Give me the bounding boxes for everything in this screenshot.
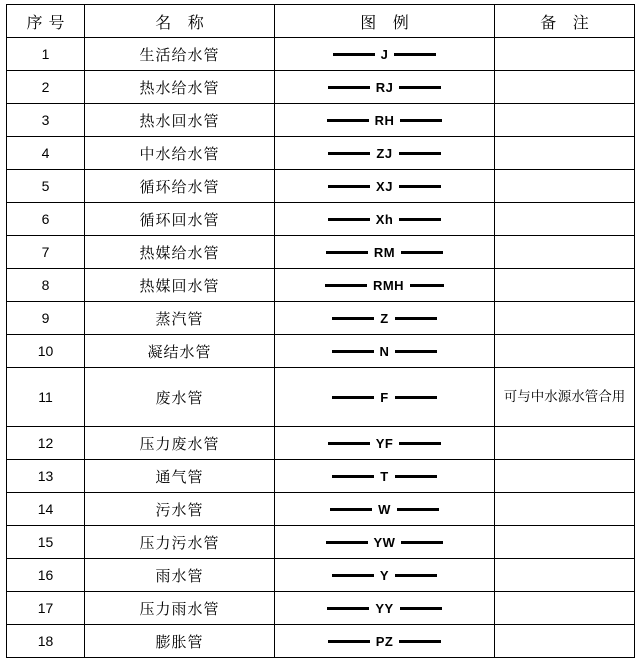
pipe-line-left-icon: [328, 640, 370, 643]
cell-symbol: [275, 236, 495, 269]
pipe-symbol-graphic: [275, 104, 494, 136]
legend-sheet: [0, 4, 640, 666]
pipe-symbol-label: J: [380, 46, 389, 62]
pipe-line-left-icon: [332, 350, 374, 353]
cell-pipe-name: 中水给水管: [85, 137, 275, 170]
cell-index: 11: [7, 368, 85, 427]
pipe-symbol-graphic: [275, 137, 494, 169]
cell-pipe-name: 污水管: [85, 493, 275, 526]
table-row: [7, 170, 635, 203]
pipe-line-right-icon: [397, 508, 439, 511]
cell-index: 16: [7, 559, 85, 592]
pipe-line-right-icon: [395, 396, 437, 399]
cell-symbol: [275, 335, 495, 368]
table-row: [7, 368, 635, 427]
cell-note: [495, 170, 635, 203]
pipe-symbol-label: RJ: [375, 79, 394, 95]
cell-note: [495, 625, 635, 658]
header-cell-name: 名 称: [85, 5, 275, 38]
table-row: [7, 38, 635, 71]
pipe-symbol-label: PZ: [375, 633, 394, 649]
table-row: [7, 104, 635, 137]
cell-index: 3: [7, 104, 85, 137]
cell-index: 9: [7, 302, 85, 335]
pipe-line-right-icon: [395, 317, 437, 320]
table-row: [7, 559, 635, 592]
pipe-line-left-icon: [326, 541, 368, 544]
pipe-line-left-icon: [328, 86, 370, 89]
pipe-line-right-icon: [399, 218, 441, 221]
cell-index: 5: [7, 170, 85, 203]
cell-symbol: [275, 302, 495, 335]
pipe-line-right-icon: [401, 251, 443, 254]
cell-note: [495, 592, 635, 625]
cell-pipe-name: 压力废水管: [85, 427, 275, 460]
cell-note: [495, 104, 635, 137]
pipe-line-right-icon: [395, 475, 437, 478]
pipe-line-left-icon: [328, 218, 370, 221]
cell-note: [495, 137, 635, 170]
cell-pipe-name: 生活给水管: [85, 38, 275, 71]
pipe-line-left-icon: [328, 442, 370, 445]
table-row: [7, 335, 635, 368]
cell-note: [495, 526, 635, 559]
cell-index: 6: [7, 203, 85, 236]
pipe-line-right-icon: [399, 442, 441, 445]
pipe-symbol-label: Z: [380, 310, 389, 326]
pipe-line-right-icon: [395, 350, 437, 353]
pipe-symbol-graphic: [275, 493, 494, 525]
header-cell-no: 序号: [7, 5, 85, 38]
cell-index: 7: [7, 236, 85, 269]
pipe-symbol-graphic: [275, 526, 494, 558]
pipe-symbol-label: T: [380, 468, 389, 484]
table-body: [7, 38, 635, 658]
pipe-symbol-graphic: [275, 592, 494, 624]
pipe-line-right-icon: [399, 86, 441, 89]
cell-pipe-name: 循环回水管: [85, 203, 275, 236]
cell-note: [495, 38, 635, 71]
pipe-symbol-graphic: [275, 302, 494, 334]
cell-symbol: [275, 203, 495, 236]
cell-note: [495, 269, 635, 302]
cell-symbol: [275, 559, 495, 592]
cell-note: [495, 302, 635, 335]
table-row: [7, 71, 635, 104]
pipe-line-left-icon: [332, 574, 374, 577]
cell-pipe-name: 循环给水管: [85, 170, 275, 203]
cell-symbol: [275, 368, 495, 427]
cell-note: [495, 335, 635, 368]
cell-symbol: [275, 493, 495, 526]
pipe-line-left-icon: [325, 284, 367, 287]
table-row: [7, 460, 635, 493]
pipe-line-right-icon: [401, 541, 443, 544]
table-row: [7, 625, 635, 658]
table-row: [7, 203, 635, 236]
pipe-line-left-icon: [326, 251, 368, 254]
cell-index: 1: [7, 38, 85, 71]
cell-note: [495, 559, 635, 592]
cell-symbol: [275, 104, 495, 137]
cell-pipe-name: 压力雨水管: [85, 592, 275, 625]
pipe-symbol-graphic: [275, 427, 494, 459]
pipe-symbol-label: YY: [375, 600, 394, 616]
pipe-line-left-icon: [332, 317, 374, 320]
cell-index: 18: [7, 625, 85, 658]
pipe-symbol-graphic: [275, 559, 494, 591]
cell-pipe-name: 蒸汽管: [85, 302, 275, 335]
cell-pipe-name: 热水回水管: [85, 104, 275, 137]
pipe-line-right-icon: [410, 284, 444, 287]
pipe-line-right-icon: [400, 607, 442, 610]
cell-note: [495, 427, 635, 460]
pipe-symbol-graphic: [275, 625, 494, 657]
header-row: [7, 5, 635, 38]
cell-index: 12: [7, 427, 85, 460]
header-cell-note: 备 注: [495, 5, 635, 38]
cell-pipe-name: 通气管: [85, 460, 275, 493]
cell-index: 4: [7, 137, 85, 170]
pipe-symbol-label: RM: [373, 244, 396, 260]
pipe-line-right-icon: [400, 119, 442, 122]
pipe-symbol-graphic: [275, 368, 494, 426]
pipe-symbol-label: W: [378, 501, 391, 517]
table-row: [7, 592, 635, 625]
pipe-symbol-label: YF: [375, 435, 394, 451]
cell-index: 10: [7, 335, 85, 368]
pipe-symbol-label: YW: [373, 534, 396, 550]
cell-symbol: [275, 625, 495, 658]
pipe-symbol-label: RH: [374, 112, 395, 128]
pipe-symbol-label: RMH: [372, 277, 405, 293]
cell-pipe-name: 雨水管: [85, 559, 275, 592]
cell-index: 17: [7, 592, 85, 625]
table-row: [7, 236, 635, 269]
pipe-symbol-graphic: [275, 236, 494, 268]
pipe-symbol-graphic: [275, 460, 494, 492]
cell-index: 13: [7, 460, 85, 493]
cell-note: [495, 71, 635, 104]
table-row: [7, 302, 635, 335]
cell-symbol: [275, 526, 495, 559]
cell-index: 2: [7, 71, 85, 104]
pipe-line-left-icon: [328, 152, 370, 155]
pipe-symbol-graphic: [275, 335, 494, 367]
pipe-line-right-icon: [395, 574, 437, 577]
cell-pipe-name: 废水管: [85, 368, 275, 427]
table-header: [7, 5, 635, 38]
cell-symbol: [275, 38, 495, 71]
pipe-symbol-label: Y: [379, 567, 390, 583]
cell-symbol: [275, 592, 495, 625]
cell-symbol: [275, 170, 495, 203]
pipe-line-left-icon: [328, 185, 370, 188]
table-row: [7, 269, 635, 302]
pipe-symbol-label: N: [379, 343, 390, 359]
cell-pipe-name: 热媒回水管: [85, 269, 275, 302]
cell-note: [495, 236, 635, 269]
table-row: [7, 427, 635, 460]
cell-note: 可与中水源水管合用: [495, 368, 635, 427]
cell-note: [495, 203, 635, 236]
pipe-line-left-icon: [327, 607, 369, 610]
pipe-symbol-graphic: [275, 170, 494, 202]
pipe-symbol-graphic: [275, 38, 494, 70]
pipe-line-left-icon: [333, 53, 375, 56]
cell-symbol: [275, 269, 495, 302]
cell-pipe-name: 热水给水管: [85, 71, 275, 104]
table-row: [7, 526, 635, 559]
cell-symbol: [275, 71, 495, 104]
pipe-line-left-icon: [332, 475, 374, 478]
cell-pipe-name: 凝结水管: [85, 335, 275, 368]
cell-symbol: [275, 427, 495, 460]
cell-symbol: [275, 137, 495, 170]
cell-note: [495, 460, 635, 493]
pipe-symbol-label: XJ: [376, 178, 393, 194]
pipe-symbol-graphic: [275, 269, 494, 301]
table-row: [7, 137, 635, 170]
pipe-legend-table: [6, 4, 635, 658]
pipe-symbol-label: F: [380, 389, 389, 405]
pipe-line-left-icon: [327, 119, 369, 122]
cell-pipe-name: 压力污水管: [85, 526, 275, 559]
pipe-line-right-icon: [399, 185, 441, 188]
cell-pipe-name: 膨胀管: [85, 625, 275, 658]
cell-note: [495, 493, 635, 526]
pipe-symbol-graphic: [275, 71, 494, 103]
pipe-line-left-icon: [330, 508, 372, 511]
pipe-line-right-icon: [399, 152, 441, 155]
pipe-symbol-label: Xh: [375, 211, 394, 227]
pipe-symbol-graphic: [275, 203, 494, 235]
cell-pipe-name: 热媒给水管: [85, 236, 275, 269]
pipe-symbol-label: ZJ: [376, 145, 393, 161]
cell-symbol: [275, 460, 495, 493]
pipe-line-left-icon: [332, 396, 374, 399]
cell-index: 14: [7, 493, 85, 526]
header-cell-symbol: 图 例: [275, 5, 495, 38]
cell-index: 15: [7, 526, 85, 559]
cell-index: 8: [7, 269, 85, 302]
pipe-line-right-icon: [394, 53, 436, 56]
pipe-line-right-icon: [399, 640, 441, 643]
table-row: [7, 493, 635, 526]
